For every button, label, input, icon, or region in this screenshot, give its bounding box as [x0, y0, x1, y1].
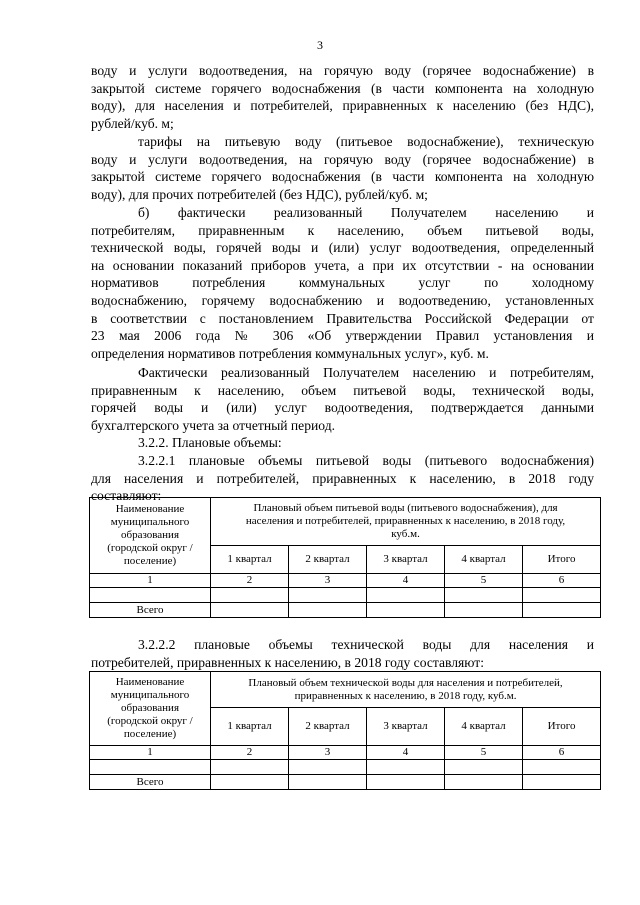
total-header: Итого [523, 546, 601, 574]
quarter-header: 4 квартал [445, 546, 523, 574]
text-line: для населения и потребителей, приравненных к населению, в 2018 году [91, 470, 594, 486]
quarter-header: 2 квартал [289, 546, 367, 574]
text-line: определения нормативов потребления коммунальных услуг», куб. м. [91, 345, 489, 361]
total-header: Итого [523, 708, 601, 746]
text-line: 23 мая 2006 года № 306 «Об утверждении Правил установления и [91, 328, 594, 344]
text-line: воду и услуги водоотведения, на горячую воду (горячее водоснабжение) в [91, 63, 594, 78]
drinking-water-plan-table [89, 497, 601, 618]
volume-group-header: Плановый объем технической воды для населения и потребителей, приравненных к населению, в 2018 году, куб.м. [211, 672, 601, 708]
page-number: 3 [317, 38, 323, 52]
text-line: горячей воды и (или) услуг водоотведения, подтверждается данными [91, 400, 594, 416]
paragraph-tariffs-other [91, 133, 594, 203]
text-line: бухгалтерского учета за отчетный период. [91, 417, 336, 433]
table-row-total: Всего [90, 775, 601, 790]
text-line: рублей/куб. м; [91, 115, 174, 131]
quarter-header: 4 квартал [445, 708, 523, 746]
quarter-header: 1 квартал [211, 546, 289, 574]
text-line: воду), для прочих потребителей (без НДС), рублей/куб. м; [91, 186, 428, 202]
text-line: 3.2.2.2 плановые объемы технической воды для населения и [138, 637, 594, 652]
table-row [90, 760, 601, 775]
text-line: б) фактически реализованный Получателем населению и [138, 205, 594, 220]
paragraph-actual-volume [91, 364, 594, 434]
text-line: закрытой системе горячего водоснабжения (в части компонента на холодную [91, 169, 594, 185]
section-heading-planned-volumes [91, 434, 594, 452]
volume-group-header: Плановый объем питьевой воды (питьевого водоснабжения), для населения и потребителей, приравненных к населению, в 2018 году, куб.м. [211, 498, 601, 546]
technical-water-plan-table [89, 671, 601, 790]
column-number-row: 1 2 3 4 5 6 [90, 746, 601, 760]
municipality-header: Наименование муниципального образования (городской округ / поселение) [90, 672, 211, 746]
paragraph-tariffs-population [91, 62, 594, 132]
text-line: потребителям, приравненным к населению, объем питьевой воды, [91, 222, 594, 238]
municipality-header: Наименование муниципального образования (городской округ / поселение) [90, 498, 211, 574]
text-line: потребителей, приравненных к населению, в 2018 году составляют: [91, 654, 484, 670]
paragraph-item-b [91, 204, 594, 362]
quarter-header: 1 квартал [211, 708, 289, 746]
table-row [90, 588, 601, 603]
text-line: нормативов потребления коммунальных услуг по холодному [91, 275, 594, 291]
text-line: воду и услуги водоотведения, на горячую воду (горячее водоснабжение) в [91, 151, 594, 167]
text-line: технической воды, горячей воды и (или) услуг водоотведения, определенный [91, 240, 594, 256]
text-line: закрытой системе горячего водоснабжения (в части компонента на холодную [91, 80, 594, 96]
quarter-header: 3 квартал [367, 708, 445, 746]
quarter-header: 3 квартал [367, 546, 445, 574]
text-line: водоснабжению, горячему водоснабжению и водоотведению, установленных [91, 292, 594, 308]
text-line: тарифы на питьевую воду (питьевое водоснабжение), техническую [138, 134, 594, 149]
table-row-total: Всего [90, 603, 601, 618]
text-line: приравненным к населению, объем питьевой воды, технической воды, [91, 382, 594, 398]
text-line: составляют: [91, 488, 162, 504]
text-line: в соответствии с постановлением Правительства Российской Федерации от [91, 310, 594, 326]
text-line: 3.2.2. Плановые объемы: [138, 435, 282, 450]
text-line: воду), для населения и потребителей, приравненных к населению (без НДС), [91, 98, 594, 114]
paragraph-technical-water-plan [91, 636, 594, 671]
text-line: на основании показаний приборов учета, а при их отсутствии - на основании [91, 257, 594, 273]
quarter-header: 2 квартал [289, 708, 367, 746]
column-number-row: 1 2 3 4 5 6 [90, 574, 601, 588]
text-line: Фактически реализованный Получателем населению и потребителям, [138, 365, 594, 380]
text-line: 3.2.2.1 плановые объемы питьевой воды (питьевого водоснабжения) [138, 453, 594, 468]
